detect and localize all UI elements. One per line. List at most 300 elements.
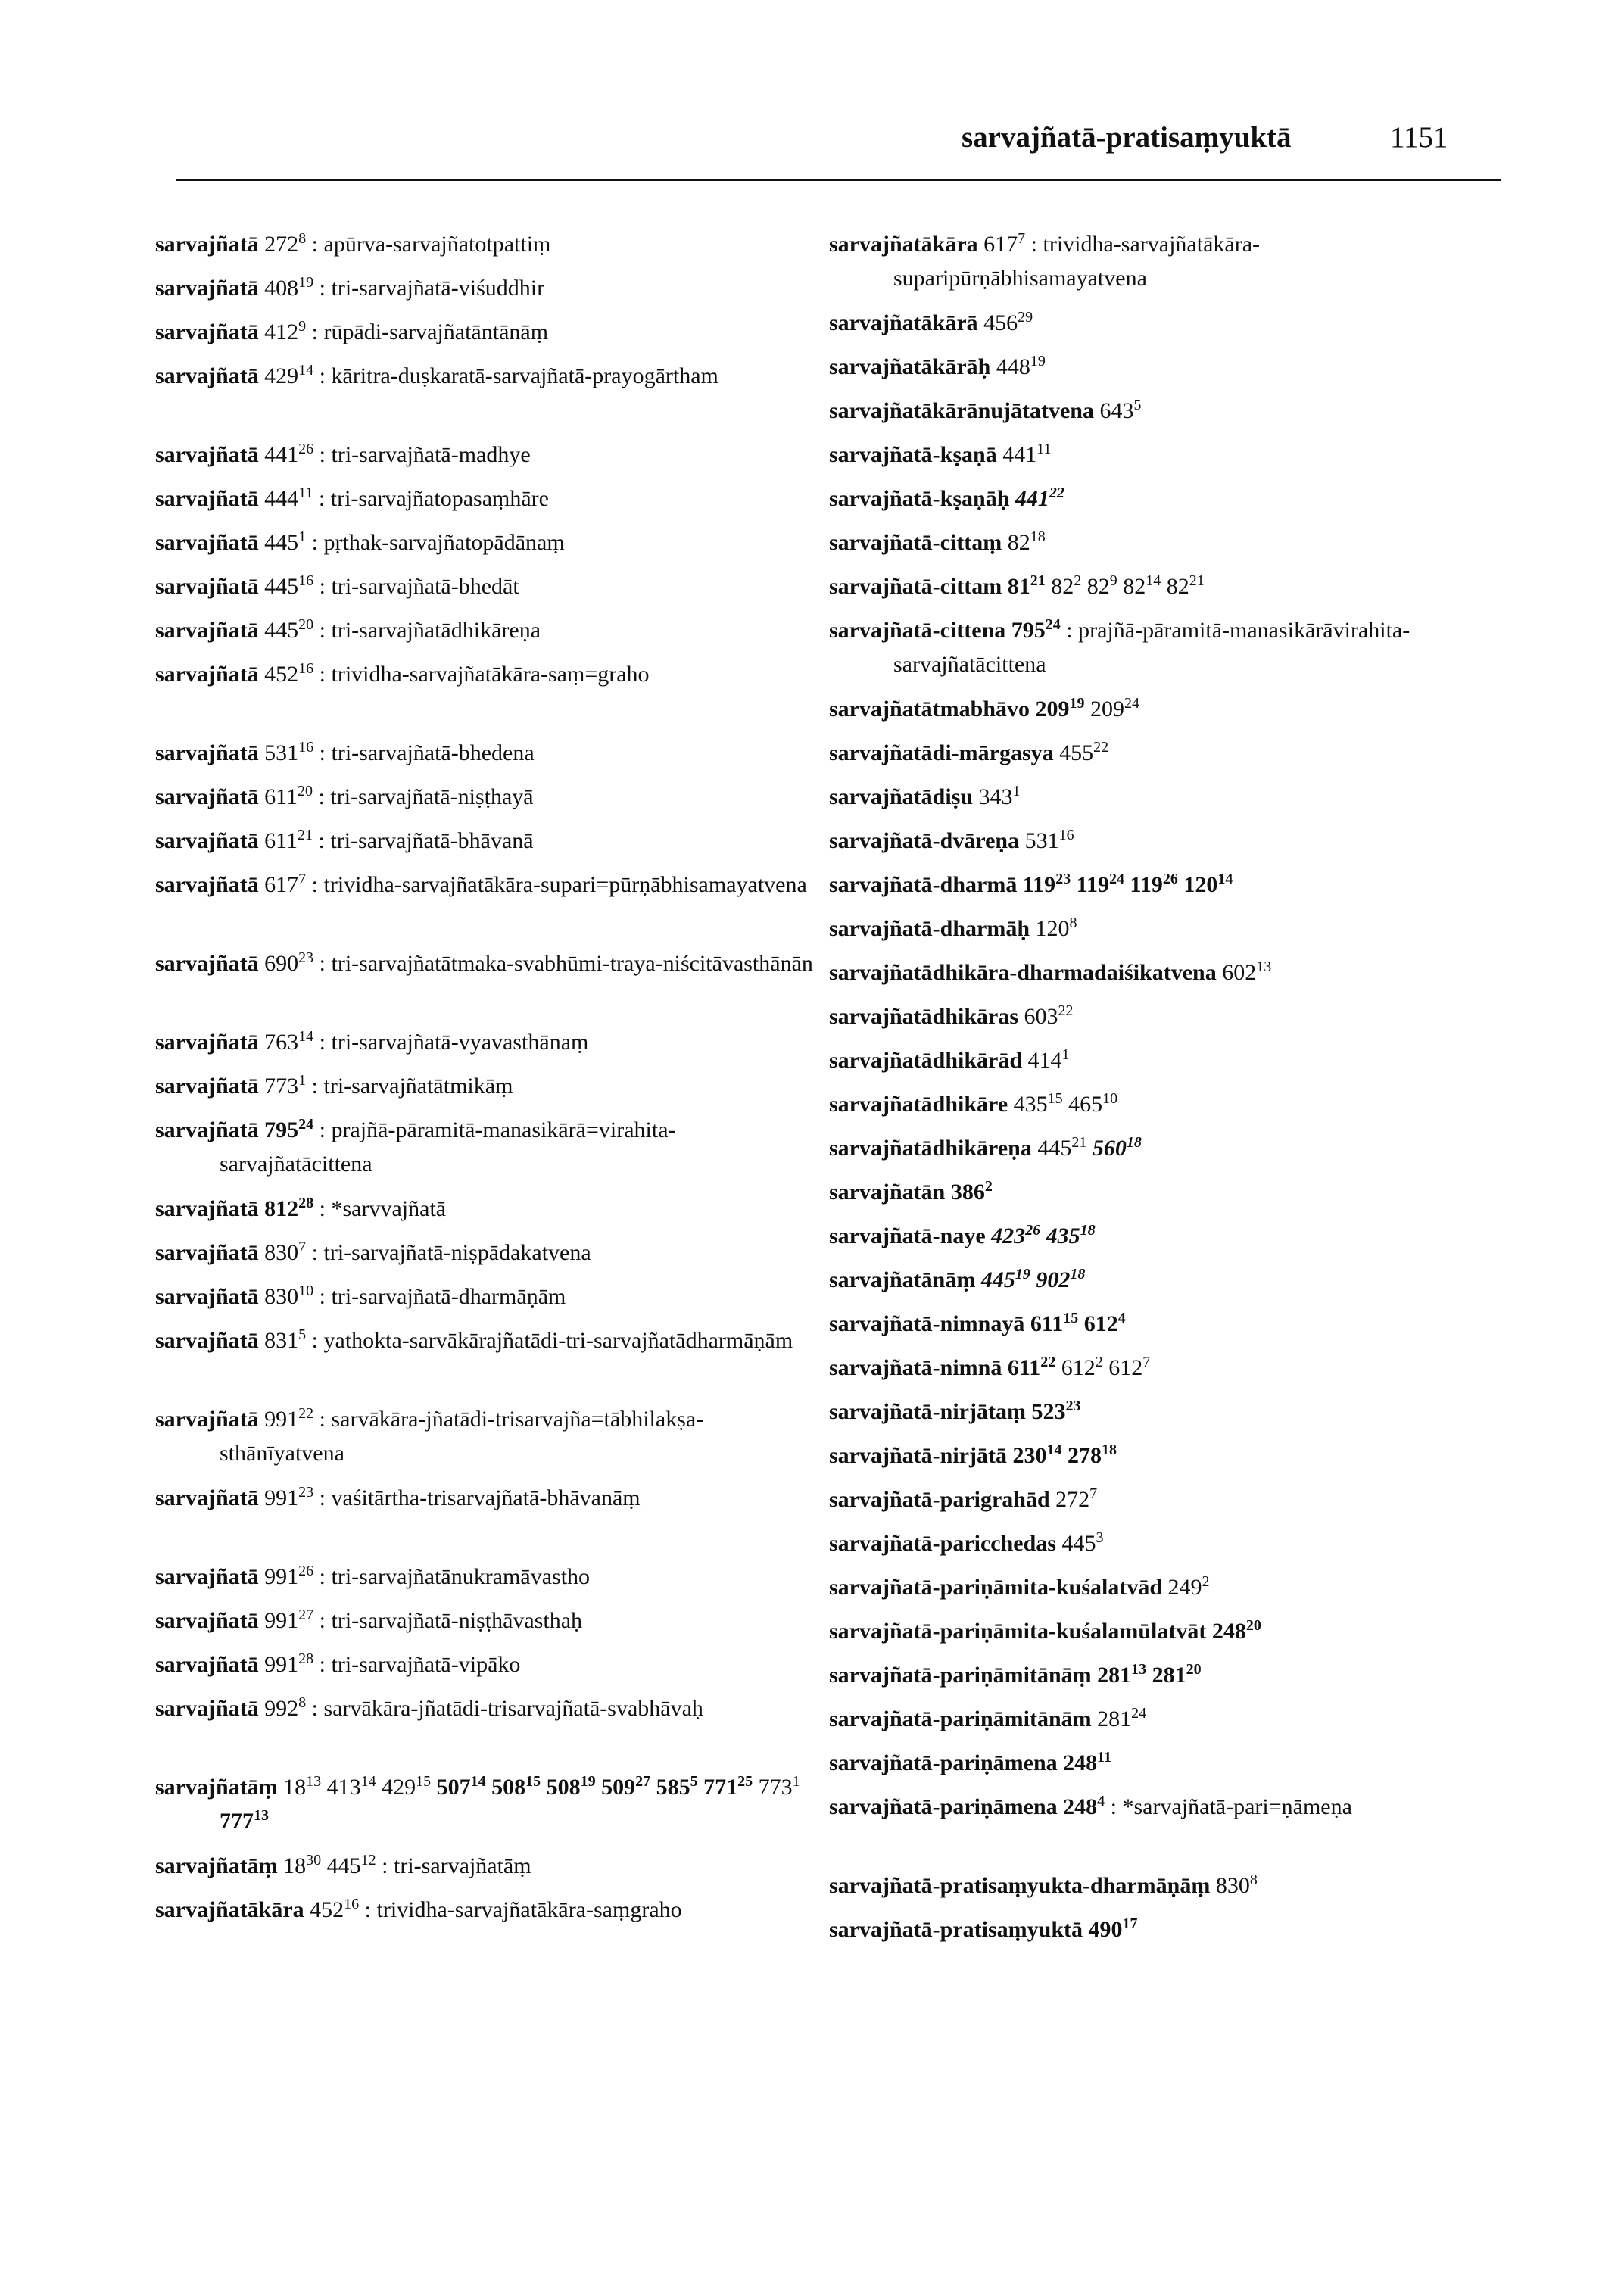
reference-line: 2 [1095, 1354, 1103, 1370]
reference-page: 531 [1024, 828, 1059, 853]
reference-line: 11 [1036, 441, 1052, 457]
entry-headword: sarvajñatādiṣu [829, 784, 974, 809]
reference-line: 7 [1089, 1485, 1098, 1502]
entry-reference [1014, 1092, 1063, 1117]
entry-headword: sarvajñatākārānujātatvena [829, 398, 1094, 423]
entry-reference [264, 530, 306, 555]
entry-headword: sarvajñatā-nirjātaṃ [829, 1399, 1026, 1424]
index-entry [829, 227, 1495, 295]
reference-page: 617 [264, 872, 299, 897]
reference-page: 429 [264, 363, 299, 388]
entry-reference [1068, 1443, 1117, 1468]
entry-headword: sarvajñatā-dharmāḥ [829, 916, 1030, 941]
entry-headword: sarvajñatādhikārād [829, 1048, 1023, 1073]
entry-headword: sarvajñatā-nimnā [829, 1355, 1002, 1380]
index-entry [829, 1219, 1495, 1253]
entry-gloss: tri-sarvajñatā-dharmāṇām [331, 1284, 566, 1309]
reference-page: 452 [264, 662, 299, 687]
index-entry [829, 1790, 1495, 1824]
entry-headword: sarvajñatā [155, 1407, 259, 1432]
reference-line: 22 [1093, 739, 1109, 756]
reference-page: 278 [1067, 1443, 1102, 1468]
entry-headword: sarvajñatā [155, 232, 259, 257]
entry-reference [1028, 1048, 1070, 1073]
entry-headword: sarvajñatā [155, 1074, 259, 1099]
reference-page: 441 [1002, 442, 1037, 467]
gloss-separator: : [306, 232, 324, 257]
entry-reference [264, 486, 313, 511]
reference-page: 560 [1092, 1136, 1127, 1161]
entry-reference [1061, 1355, 1103, 1380]
index-entry [829, 306, 1495, 340]
entry-headword: sarvajñatā [155, 1328, 259, 1353]
entry-gloss: tri-sarvajñatā-bhedāt [331, 574, 519, 599]
index-entry [829, 1131, 1495, 1165]
entry-reference [1031, 1399, 1080, 1424]
reference-line: 29 [1018, 309, 1033, 326]
gloss-separator: : [313, 618, 332, 643]
reference-page: 82 [1051, 574, 1074, 599]
reference-line: 16 [298, 660, 314, 677]
reference-page: 423 [991, 1223, 1026, 1248]
reference-page: 585 [656, 1775, 690, 1800]
index-entry [155, 525, 821, 559]
index-entry [155, 271, 821, 305]
reference-page: 991 [264, 1407, 299, 1432]
reference-line: 13 [254, 1807, 269, 1824]
entry-headword: sarvajñatāṃ [155, 1775, 278, 1800]
reference-line: 10 [298, 1283, 314, 1299]
index-entry [829, 1912, 1495, 1946]
reference-page: 119 [1076, 872, 1110, 897]
reference-page: 272 [1055, 1487, 1090, 1512]
gloss-separator: : [306, 319, 324, 344]
reference-page: 773 [758, 1775, 793, 1800]
reference-line: 9 [1109, 572, 1117, 589]
entry-reference [1002, 442, 1051, 467]
reference-line: 20 [1186, 1661, 1202, 1678]
reference-page: 119 [1130, 872, 1163, 897]
reference-page: 448 [996, 354, 1030, 379]
gloss-separator: : [313, 740, 332, 765]
entry-reference [264, 1328, 306, 1353]
entry-headword: sarvajñatā-paricchedas [829, 1531, 1056, 1556]
entry-reference [264, 363, 313, 388]
entry-gloss: trividha-sarvajñatākāra-saṃ=graho [331, 662, 650, 687]
reference-page: 386 [950, 1180, 985, 1205]
entry-reference [264, 1030, 313, 1055]
reference-page: 281 [1152, 1663, 1186, 1688]
reference-line: 23 [1065, 1398, 1081, 1414]
reference-line: 8 [1069, 915, 1077, 931]
reference-page: 445 [980, 1267, 1015, 1292]
reference-line: 2 [1202, 1573, 1210, 1590]
entry-reference [491, 1775, 541, 1800]
reference-page: 603 [1024, 1004, 1058, 1029]
entry-reference [759, 1775, 800, 1800]
reference-line: 5 [298, 1326, 307, 1343]
entry-reference [1008, 574, 1046, 599]
entry-reference [1183, 872, 1233, 897]
reference-line: 16 [344, 1896, 360, 1912]
entry-gloss: tri-sarvajñatā-bhāvanā [330, 828, 534, 853]
reference-page: 445 [326, 1853, 361, 1878]
reference-page: 508 [546, 1775, 581, 1800]
entry-reference [983, 310, 1033, 335]
reference-line: 22 [1040, 1354, 1056, 1370]
entry-headword: sarvajñatā [155, 1696, 259, 1721]
reference-page: 452 [310, 1897, 344, 1922]
reference-line: 7 [1018, 230, 1026, 247]
entry-headword: sarvajñatā-pratisaṃyukta-dharmāṇāṃ [829, 1873, 1211, 1898]
reference-page: 795 [1011, 618, 1046, 643]
entry-reference [264, 1196, 313, 1221]
entry-reference [310, 1897, 359, 1922]
reference-page: 602 [1222, 960, 1257, 985]
entry-headword: sarvajñatā [155, 530, 259, 555]
reference-page: 773 [264, 1074, 299, 1099]
index-entry [155, 613, 821, 647]
entry-headword: sarvajñatā [155, 828, 259, 853]
index-entry [155, 569, 821, 603]
reference-line: 13 [306, 1773, 322, 1790]
entry-gloss: sarvākāra-jñatādi-trisarvajñatā-svabhāvaḥ [323, 1696, 703, 1721]
entry-headword: sarvajñatādhikāreṇa [829, 1136, 1032, 1161]
reference-line: 26 [1025, 1222, 1041, 1239]
running-header [962, 115, 1507, 161]
gloss-separator: : [313, 1117, 332, 1142]
entry-reference [1123, 574, 1161, 599]
reference-page: 612 [1061, 1355, 1096, 1380]
entry-headword: sarvajñatā-nirjātā [829, 1443, 1007, 1468]
entry-gloss: pṛthak-sarvajñatopādānaṃ [323, 530, 565, 555]
reference-page: 230 [1012, 1443, 1047, 1468]
reference-line: 23 [1055, 871, 1071, 887]
index-entry [829, 482, 1495, 516]
reference-page: 445 [1037, 1136, 1072, 1161]
entry-headword: sarvajñatātmabhāvo [829, 697, 1030, 722]
reference-line: 11 [1097, 1749, 1112, 1766]
reference-page: 830 [264, 1240, 299, 1265]
entry-headword: sarvajñatā [155, 740, 259, 765]
entry-headword: sarvajñatā [155, 363, 259, 388]
reference-page: 812 [264, 1196, 299, 1221]
reference-line: 19 [1015, 1266, 1030, 1283]
reference-line: 9 [298, 318, 307, 335]
reference-line: 24 [298, 1116, 314, 1133]
reference-line: 8 [298, 1694, 307, 1711]
entry-headword: sarvajñatā [155, 618, 259, 643]
entry-reference [1168, 1575, 1210, 1600]
reference-page: 281 [1097, 1706, 1132, 1731]
entry-headword: sarvajñatā-kṣaṇāḥ [829, 486, 1010, 511]
reference-page: 992 [264, 1696, 299, 1721]
gloss-separator: : [1105, 1794, 1123, 1819]
reference-line: 7 [298, 871, 307, 887]
gloss-separator: : [313, 1196, 332, 1221]
reference-page: 18 [283, 1775, 307, 1800]
entry-reference [264, 784, 313, 809]
header-title: sarvajñatā-pratisaṃyuktā [962, 121, 1292, 154]
entry-reference [264, 232, 306, 257]
entry-gloss: tri-sarvajñatā-vyavasthānaṃ [331, 1030, 589, 1055]
reference-page: 248 [1211, 1619, 1246, 1644]
gloss-separator: : [376, 1853, 394, 1878]
index-entry [829, 569, 1495, 603]
reference-line: 4 [1117, 1310, 1126, 1326]
index-entry [155, 1691, 821, 1725]
reference-page: 777 [220, 1809, 254, 1834]
entry-gloss: tri-sarvajñatā-niṣṭhāvasthaḥ [331, 1608, 583, 1633]
entry-gloss: tri-sarvajñatā-viśuddhir [331, 276, 545, 301]
entry-reference [264, 951, 313, 976]
index-entry [829, 1482, 1495, 1516]
index-entry [829, 1263, 1495, 1297]
entry-headword: sarvajñatā [155, 1485, 259, 1510]
entry-reference [1011, 618, 1061, 643]
page-number: 1151 [1390, 121, 1448, 154]
index-entry [829, 1087, 1495, 1121]
index-entry [155, 1069, 821, 1103]
entry-reference [1012, 1443, 1061, 1468]
gloss-separator: : [306, 1696, 324, 1721]
entry-reference [1030, 1311, 1078, 1336]
index-entry [829, 350, 1495, 384]
reference-page: 18 [283, 1853, 307, 1878]
entry-reference [1212, 1619, 1261, 1644]
reference-page: 413 [326, 1775, 361, 1800]
entry-reference [1051, 574, 1081, 599]
index-entry [829, 1175, 1495, 1209]
reference-page: 429 [382, 1775, 416, 1800]
entry-headword: sarvajñatā [155, 1117, 259, 1142]
entry-headword: sarvajñatā-dharmā [829, 872, 1018, 897]
entry-reference [1087, 574, 1117, 599]
entry-reference [981, 1267, 1030, 1292]
entry-reference [1090, 697, 1139, 722]
entry-headword: sarvajñatā-pariṇāmena [829, 1794, 1058, 1819]
entry-reference [327, 1853, 376, 1878]
entry-headword: sarvajñatākārā [829, 310, 978, 335]
entry-reference [1097, 1706, 1146, 1731]
gloss-separator: : [313, 951, 332, 976]
entry-reference [1108, 1355, 1150, 1380]
reference-page: 455 [1059, 740, 1094, 765]
reference-page: 531 [264, 740, 299, 765]
reference-page: 119 [1022, 872, 1056, 897]
entry-gloss: tri-sarvajñatāṃ [394, 1853, 531, 1878]
reference-line: 15 [1063, 1310, 1079, 1326]
entry-reference [264, 1652, 313, 1677]
index-entry [829, 999, 1495, 1033]
entry-reference [382, 1775, 431, 1800]
entry-reference [1023, 872, 1071, 897]
entry-reference [264, 276, 313, 301]
reference-page: 412 [264, 319, 299, 344]
entry-gloss: tri-sarvajñatānukramāvastho [331, 1564, 591, 1589]
entry-gloss: *sarvvajñatā [331, 1196, 447, 1221]
header-rule [176, 179, 1501, 181]
gloss-separator: : [306, 1074, 324, 1099]
gloss-separator: : [306, 1328, 324, 1353]
entry-reference [1222, 960, 1271, 985]
entry-reference [1068, 1092, 1117, 1117]
reference-page: 611 [264, 828, 298, 853]
reference-line: 19 [1069, 695, 1085, 712]
entry-reference [1093, 1136, 1142, 1161]
index-entry [155, 1279, 821, 1314]
entry-reference [1015, 486, 1064, 511]
entry-reference [264, 872, 306, 897]
entry-gloss: tri-sarvajñatātmikāṃ [323, 1074, 513, 1099]
gloss-separator: : [313, 574, 332, 599]
entry-headword: sarvajñatā [155, 1284, 259, 1309]
reference-line: 21 [298, 827, 313, 843]
entry-headword: sarvajñatā-kṣaṇā [829, 442, 997, 467]
entry-headword: sarvajñatā [155, 1608, 259, 1633]
gloss-separator: : [313, 276, 332, 301]
entry-reference [656, 1775, 698, 1800]
entry-gloss: sarvākāra-jñatādi-trisarvajña=tābhilakṣa-sthānīyatvena [220, 1407, 704, 1466]
gloss-separator: : [313, 1652, 332, 1677]
entry-reference [264, 1608, 313, 1633]
reference-page: 120 [1183, 872, 1218, 897]
entry-headword: sarvajñatā-pariṇāmitānām [829, 1706, 1092, 1731]
reference-line: 20 [298, 616, 314, 633]
reference-line: 2 [1074, 572, 1082, 589]
entry-reference [1084, 1311, 1126, 1336]
reference-page: 441 [1015, 486, 1049, 511]
index-entry [155, 482, 821, 516]
entry-reference [264, 1564, 313, 1589]
entry-reference [1089, 1917, 1138, 1942]
gloss-separator: : [1025, 232, 1043, 257]
entry-headword: sarvajñatā [155, 574, 259, 599]
reference-page: 831 [264, 1328, 299, 1353]
reference-page: 771 [703, 1775, 738, 1800]
entry-reference [264, 1407, 313, 1432]
entry-headword: sarvajñatā [155, 1564, 259, 1589]
index-entry [155, 657, 821, 691]
reference-line: 16 [298, 572, 314, 589]
reference-line: 21 [1071, 1134, 1087, 1151]
entry-headword: sarvajñatā-pariṇāmena [829, 1750, 1058, 1775]
gloss-separator: : [313, 1407, 332, 1432]
index-entry [155, 1113, 821, 1181]
reference-line: 15 [525, 1773, 541, 1790]
gloss-separator: : [306, 872, 324, 897]
reference-page: 643 [1099, 398, 1134, 423]
reference-page: 445 [264, 574, 299, 599]
entry-reference [1077, 872, 1124, 897]
entry-reference [437, 1775, 486, 1800]
gloss-separator: : [313, 486, 331, 511]
gloss-separator: : [313, 1485, 332, 1510]
reference-line: 7 [298, 1239, 307, 1255]
entry-reference [264, 574, 313, 599]
reference-line: 16 [298, 739, 314, 756]
reference-page: 209 [1090, 697, 1125, 722]
reference-line: 1 [298, 528, 307, 545]
reference-line: 17 [1122, 1915, 1138, 1932]
entry-headword: sarvajñatā-naye [829, 1223, 986, 1248]
gloss-separator: : [306, 530, 324, 555]
entry-headword: sarvajñatā-cittaṃ [829, 530, 1002, 555]
entry-headword: sarvajñatā-pariṇāmita-kuśalatvād [829, 1575, 1163, 1600]
entry-reference [264, 828, 313, 853]
entry-reference [983, 232, 1025, 257]
reference-page: 435 [1013, 1092, 1048, 1117]
index-entry [829, 1526, 1495, 1560]
entry-headword: sarvajñatādhikāra-dharmadaiśikatvena [829, 960, 1217, 985]
entry-headword: sarvajñatādhikāre [829, 1092, 1008, 1117]
reference-line: 19 [298, 274, 314, 291]
reference-line: 14 [1146, 572, 1161, 589]
index-entry [155, 1402, 821, 1470]
gloss-separator: : [313, 828, 331, 853]
reference-page: 465 [1068, 1092, 1103, 1117]
reference-line: 15 [416, 1773, 432, 1790]
reference-page: 991 [264, 1485, 299, 1510]
reference-line: 12 [360, 1852, 376, 1869]
index-entry [829, 736, 1495, 770]
reference-line: 5 [1133, 397, 1142, 413]
entry-headword: sarvajñatā [155, 1196, 259, 1221]
index-entry [829, 525, 1495, 559]
entry-headword: sarvajñatān [829, 1180, 946, 1205]
index-entry [155, 1893, 821, 1927]
index-entry [829, 1395, 1495, 1429]
index-entry [829, 1351, 1495, 1385]
entry-gloss: yathokta-sarvākārajñatādi-tri-sarvajñatādharmāṇām [323, 1328, 793, 1353]
reference-page: 249 [1167, 1575, 1202, 1600]
reference-line: 15 [1047, 1090, 1063, 1107]
gloss-separator: : [359, 1897, 377, 1922]
reference-page: 795 [264, 1117, 299, 1142]
reference-page: 611 [1007, 1355, 1041, 1380]
index-entry [155, 1481, 821, 1515]
reference-line: 14 [470, 1773, 486, 1790]
entry-headword: sarvajñatā [155, 276, 259, 301]
reference-page: 991 [264, 1608, 299, 1633]
reference-page: 612 [1108, 1355, 1143, 1380]
index-entry [829, 1869, 1495, 1903]
entry-headword: sarvajñatā [155, 1240, 259, 1265]
index-entry [155, 1770, 821, 1838]
entry-reference [264, 740, 313, 765]
entry-gloss: rūpādi-sarvajñatāntānāṃ [323, 319, 549, 344]
entry-gloss: tri-sarvajñatātmaka-svabhūmi-traya-niścitāvasthānān [331, 951, 813, 976]
reference-line: 28 [298, 1195, 314, 1211]
index-entry [829, 394, 1495, 428]
entry-gloss: apūrva-sarvajñatotpattiṃ [323, 232, 551, 257]
reference-page: 441 [264, 442, 299, 467]
reference-page: 248 [1063, 1794, 1098, 1819]
gloss-separator: : [313, 442, 332, 467]
reference-line: 1 [298, 1072, 307, 1089]
reference-line: 1 [1012, 783, 1021, 799]
entry-headword: sarvajñatā [155, 442, 259, 467]
reference-line: 20 [1245, 1617, 1261, 1634]
reference-line: 14 [360, 1773, 376, 1790]
entry-reference [264, 319, 306, 344]
reference-line: 28 [298, 1650, 314, 1667]
index-entry [155, 780, 821, 814]
index-entry [155, 824, 821, 858]
entry-reference [264, 1117, 313, 1142]
index-entry [829, 1043, 1495, 1077]
reference-line: 26 [298, 441, 314, 457]
